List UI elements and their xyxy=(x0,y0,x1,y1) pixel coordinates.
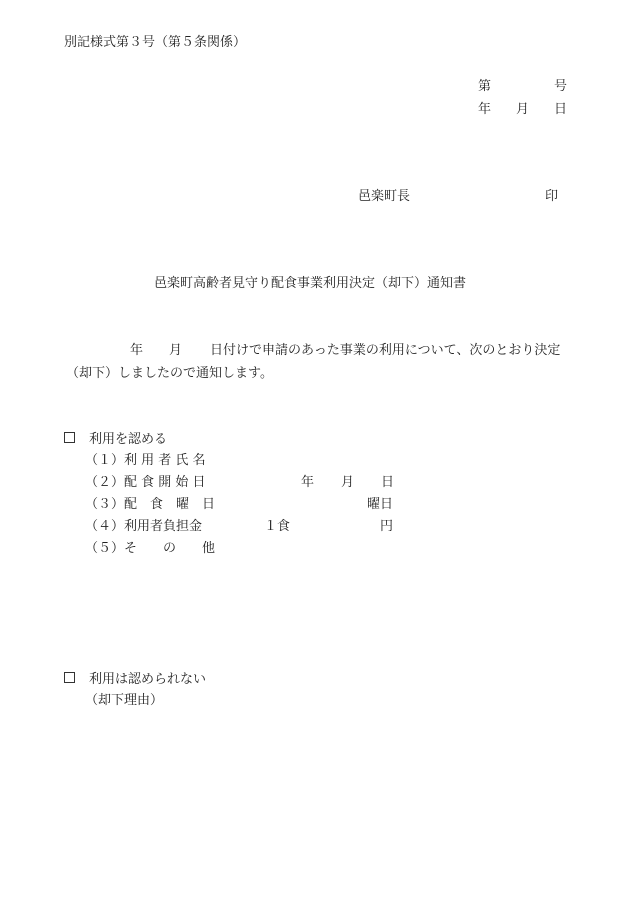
body-year-label: 年 xyxy=(130,343,144,358)
seal-mark: 印 xyxy=(545,189,559,204)
approved-checkbox[interactable] xyxy=(64,432,75,443)
start-year-label: 年 xyxy=(301,475,315,490)
doc-number-prefix: 第 xyxy=(478,79,492,94)
approved-option[interactable] xyxy=(64,432,167,446)
rejected-checkbox[interactable] xyxy=(64,672,75,683)
item-delivery-day-label: （３）配 食 曜 日 xyxy=(85,497,216,512)
document-title: 邑楽町高齢者見守り配食事業利用決定（却下）通知書 xyxy=(154,276,467,291)
charge-yen-unit: 円 xyxy=(380,519,394,534)
rejected-option[interactable] xyxy=(64,672,206,686)
date-year-label: 年 xyxy=(478,102,492,117)
body-line-1: 日付けで申請のあった事業の利用について、次のとおり決定 xyxy=(210,343,561,358)
start-month-label: 月 xyxy=(341,475,355,490)
approved-label: 利用を認める xyxy=(89,432,168,447)
item-other-label: （５）そ の 他 xyxy=(85,541,216,556)
issuer-title: 邑楽町長 xyxy=(358,189,411,204)
start-day-label: 日 xyxy=(381,475,395,490)
doc-number-suffix: 号 xyxy=(554,79,568,94)
item-user-charge-label: （４）利用者負担金 xyxy=(85,519,203,534)
delivery-weekday-label: 曜日 xyxy=(367,497,394,512)
body-month-label: 月 xyxy=(169,343,183,358)
form-reference: 別記様式第３号（第５条関係） xyxy=(64,35,247,50)
charge-per-meal-label: １食 xyxy=(264,519,291,534)
body-line-2: （却下）しましたので通知します。 xyxy=(66,366,273,381)
rejection-reason-label: （却下理由） xyxy=(85,693,164,708)
rejected-label: 利用は認められない xyxy=(89,672,207,687)
date-day-label: 日 xyxy=(554,102,568,117)
item-user-name-label: （１）利 用 者 氏 名 xyxy=(85,453,206,468)
item-start-date-label: （２）配 食 開 始 日 xyxy=(85,475,206,490)
date-month-label: 月 xyxy=(516,102,530,117)
